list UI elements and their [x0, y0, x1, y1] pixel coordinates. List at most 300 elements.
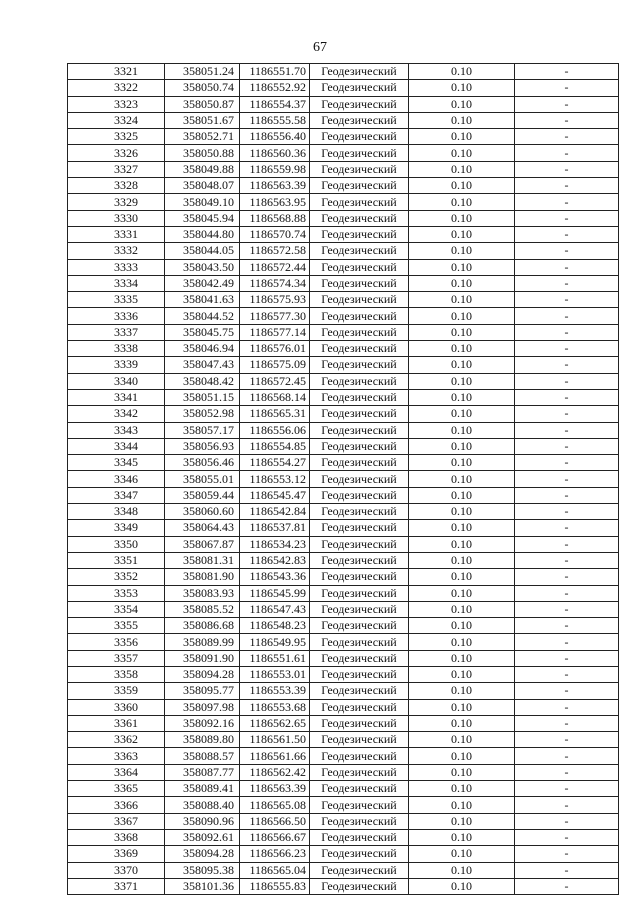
x-coordinate-cell: 358045.75 [165, 324, 240, 340]
method-cell: Геодезический [310, 846, 409, 862]
note-cell: - [515, 715, 619, 731]
point-number-cell: 3345 [68, 455, 165, 471]
table-row [68, 601, 619, 617]
point-number-cell: 3333 [68, 259, 165, 275]
accuracy-cell: 0.10 [409, 194, 515, 210]
note-cell: - [515, 520, 619, 536]
point-number-cell: 3321 [68, 64, 165, 80]
x-coordinate-cell: 358052.71 [165, 129, 240, 145]
x-coordinate-cell: 358059.44 [165, 487, 240, 503]
y-coordinate-cell: 1186549.95 [240, 634, 310, 650]
accuracy-cell: 0.10 [409, 699, 515, 715]
coordinates-table-body [68, 64, 619, 895]
y-coordinate-cell: 1186542.83 [240, 552, 310, 568]
method-cell: Геодезический [310, 178, 409, 194]
accuracy-cell: 0.10 [409, 438, 515, 454]
method-cell: Геодезический [310, 618, 409, 634]
table-row [68, 210, 619, 226]
x-coordinate-cell: 358060.60 [165, 504, 240, 520]
point-number-cell: 3338 [68, 341, 165, 357]
accuracy-cell: 0.10 [409, 748, 515, 764]
method-cell: Геодезический [310, 243, 409, 259]
method-cell: Геодезический [310, 634, 409, 650]
accuracy-cell: 0.10 [409, 389, 515, 405]
note-cell: - [515, 634, 619, 650]
point-number-cell: 3346 [68, 471, 165, 487]
table-row [68, 650, 619, 666]
point-number-cell: 3369 [68, 846, 165, 862]
accuracy-cell: 0.10 [409, 210, 515, 226]
method-cell: Геодезический [310, 438, 409, 454]
x-coordinate-cell: 358095.38 [165, 862, 240, 878]
note-cell: - [515, 666, 619, 682]
note-cell: - [515, 683, 619, 699]
accuracy-cell: 0.10 [409, 357, 515, 373]
note-cell: - [515, 585, 619, 601]
method-cell: Геодезический [310, 732, 409, 748]
y-coordinate-cell: 1186554.37 [240, 96, 310, 112]
table-row [68, 324, 619, 340]
note-cell: - [515, 96, 619, 112]
y-coordinate-cell: 1186568.14 [240, 389, 310, 405]
point-number-cell: 3368 [68, 829, 165, 845]
table-row [68, 64, 619, 80]
method-cell: Геодезический [310, 699, 409, 715]
accuracy-cell: 0.10 [409, 797, 515, 813]
table-row [68, 520, 619, 536]
y-coordinate-cell: 1186553.39 [240, 683, 310, 699]
table-row [68, 112, 619, 128]
x-coordinate-cell: 358045.94 [165, 210, 240, 226]
accuracy-cell: 0.10 [409, 504, 515, 520]
accuracy-cell: 0.10 [409, 308, 515, 324]
method-cell: Геодезический [310, 422, 409, 438]
note-cell: - [515, 438, 619, 454]
accuracy-cell: 0.10 [409, 552, 515, 568]
table-row [68, 194, 619, 210]
accuracy-cell: 0.10 [409, 161, 515, 177]
x-coordinate-cell: 358051.67 [165, 112, 240, 128]
method-cell: Геодезический [310, 520, 409, 536]
method-cell: Геодезический [310, 341, 409, 357]
table-row [68, 732, 619, 748]
y-coordinate-cell: 1186548.23 [240, 618, 310, 634]
y-coordinate-cell: 1186572.45 [240, 373, 310, 389]
table-row [68, 487, 619, 503]
table-row [68, 536, 619, 552]
coordinates-table [67, 63, 619, 895]
point-number-cell: 3327 [68, 161, 165, 177]
y-coordinate-cell: 1186537.81 [240, 520, 310, 536]
y-coordinate-cell: 1186545.99 [240, 585, 310, 601]
x-coordinate-cell: 358050.87 [165, 96, 240, 112]
y-coordinate-cell: 1186543.36 [240, 569, 310, 585]
point-number-cell: 3354 [68, 601, 165, 617]
table-row [68, 846, 619, 862]
note-cell: - [515, 552, 619, 568]
method-cell: Геодезический [310, 650, 409, 666]
x-coordinate-cell: 358094.28 [165, 846, 240, 862]
method-cell: Геодезический [310, 471, 409, 487]
table-row [68, 471, 619, 487]
y-coordinate-cell: 1186563.39 [240, 178, 310, 194]
note-cell: - [515, 308, 619, 324]
note-cell: - [515, 259, 619, 275]
note-cell: - [515, 862, 619, 878]
page-number: 67 [313, 40, 327, 55]
point-number-cell: 3347 [68, 487, 165, 503]
x-coordinate-cell: 358051.15 [165, 389, 240, 405]
method-cell: Геодезический [310, 259, 409, 275]
table-row [68, 389, 619, 405]
note-cell: - [515, 601, 619, 617]
accuracy-cell: 0.10 [409, 846, 515, 862]
note-cell: - [515, 471, 619, 487]
accuracy-cell: 0.10 [409, 715, 515, 731]
y-coordinate-cell: 1186566.67 [240, 829, 310, 845]
y-coordinate-cell: 1186552.92 [240, 80, 310, 96]
point-number-cell: 3352 [68, 569, 165, 585]
table-row [68, 585, 619, 601]
y-coordinate-cell: 1186566.23 [240, 846, 310, 862]
point-number-cell: 3328 [68, 178, 165, 194]
table-row [68, 813, 619, 829]
table-row [68, 715, 619, 731]
table-row [68, 666, 619, 682]
note-cell: - [515, 406, 619, 422]
method-cell: Геодезический [310, 683, 409, 699]
accuracy-cell: 0.10 [409, 618, 515, 634]
table-row [68, 129, 619, 145]
y-coordinate-cell: 1186562.42 [240, 764, 310, 780]
accuracy-cell: 0.10 [409, 80, 515, 96]
y-coordinate-cell: 1186565.31 [240, 406, 310, 422]
accuracy-cell: 0.10 [409, 259, 515, 275]
point-number-cell: 3341 [68, 389, 165, 405]
y-coordinate-cell: 1186565.08 [240, 797, 310, 813]
method-cell: Геодезический [310, 292, 409, 308]
note-cell: - [515, 618, 619, 634]
note-cell: - [515, 732, 619, 748]
point-number-cell: 3361 [68, 715, 165, 731]
method-cell: Геодезический [310, 275, 409, 291]
y-coordinate-cell: 1186556.40 [240, 129, 310, 145]
note-cell: - [515, 161, 619, 177]
method-cell: Геодезический [310, 129, 409, 145]
note-cell: - [515, 846, 619, 862]
table-row [68, 634, 619, 650]
x-coordinate-cell: 358056.93 [165, 438, 240, 454]
method-cell: Геодезический [310, 585, 409, 601]
x-coordinate-cell: 358088.40 [165, 797, 240, 813]
point-number-cell: 3343 [68, 422, 165, 438]
accuracy-cell: 0.10 [409, 650, 515, 666]
method-cell: Геодезический [310, 601, 409, 617]
y-coordinate-cell: 1186568.88 [240, 210, 310, 226]
note-cell: - [515, 178, 619, 194]
x-coordinate-cell: 358041.63 [165, 292, 240, 308]
x-coordinate-cell: 358089.99 [165, 634, 240, 650]
x-coordinate-cell: 358088.57 [165, 748, 240, 764]
method-cell: Геодезический [310, 569, 409, 585]
method-cell: Геодезический [310, 96, 409, 112]
point-number-cell: 3342 [68, 406, 165, 422]
point-number-cell: 3337 [68, 324, 165, 340]
note-cell: - [515, 210, 619, 226]
note-cell: - [515, 829, 619, 845]
table-row [68, 80, 619, 96]
point-number-cell: 3350 [68, 536, 165, 552]
x-coordinate-cell: 358048.07 [165, 178, 240, 194]
x-coordinate-cell: 358055.01 [165, 471, 240, 487]
table-row [68, 341, 619, 357]
x-coordinate-cell: 358094.28 [165, 666, 240, 682]
method-cell: Геодезический [310, 357, 409, 373]
point-number-cell: 3366 [68, 797, 165, 813]
point-number-cell: 3331 [68, 226, 165, 242]
point-number-cell: 3340 [68, 373, 165, 389]
method-cell: Геодезический [310, 112, 409, 128]
x-coordinate-cell: 358095.77 [165, 683, 240, 699]
note-cell: - [515, 878, 619, 894]
note-cell: - [515, 243, 619, 259]
point-number-cell: 3339 [68, 357, 165, 373]
x-coordinate-cell: 358090.96 [165, 813, 240, 829]
x-coordinate-cell: 358087.77 [165, 764, 240, 780]
method-cell: Геодезический [310, 536, 409, 552]
method-cell: Геодезический [310, 715, 409, 731]
note-cell: - [515, 569, 619, 585]
table-row [68, 683, 619, 699]
table-row [68, 292, 619, 308]
note-cell: - [515, 292, 619, 308]
point-number-cell: 3329 [68, 194, 165, 210]
y-coordinate-cell: 1186561.50 [240, 732, 310, 748]
method-cell: Геодезический [310, 406, 409, 422]
method-cell: Геодезический [310, 487, 409, 503]
accuracy-cell: 0.10 [409, 813, 515, 829]
note-cell: - [515, 129, 619, 145]
point-number-cell: 3360 [68, 699, 165, 715]
y-coordinate-cell: 1186554.85 [240, 438, 310, 454]
accuracy-cell: 0.10 [409, 422, 515, 438]
note-cell: - [515, 650, 619, 666]
point-number-cell: 3356 [68, 634, 165, 650]
note-cell: - [515, 80, 619, 96]
method-cell: Геодезический [310, 764, 409, 780]
point-number-cell: 3349 [68, 520, 165, 536]
method-cell: Геодезический [310, 504, 409, 520]
x-coordinate-cell: 358044.52 [165, 308, 240, 324]
point-number-cell: 3348 [68, 504, 165, 520]
x-coordinate-cell: 358067.87 [165, 536, 240, 552]
point-number-cell: 3330 [68, 210, 165, 226]
y-coordinate-cell: 1186554.27 [240, 455, 310, 471]
method-cell: Геодезический [310, 455, 409, 471]
y-coordinate-cell: 1186534.23 [240, 536, 310, 552]
table-row [68, 161, 619, 177]
note-cell: - [515, 536, 619, 552]
point-number-cell: 3357 [68, 650, 165, 666]
point-number-cell: 3335 [68, 292, 165, 308]
table-row [68, 308, 619, 324]
y-coordinate-cell: 1186551.70 [240, 64, 310, 80]
table-row [68, 781, 619, 797]
point-number-cell: 3322 [68, 80, 165, 96]
note-cell: - [515, 422, 619, 438]
note-cell: - [515, 275, 619, 291]
point-number-cell: 3323 [68, 96, 165, 112]
table-row [68, 878, 619, 894]
table-row [68, 455, 619, 471]
x-coordinate-cell: 358092.61 [165, 829, 240, 845]
x-coordinate-cell: 358085.52 [165, 601, 240, 617]
x-coordinate-cell: 358081.90 [165, 569, 240, 585]
x-coordinate-cell: 358089.41 [165, 781, 240, 797]
point-number-cell: 3351 [68, 552, 165, 568]
accuracy-cell: 0.10 [409, 601, 515, 617]
x-coordinate-cell: 358052.98 [165, 406, 240, 422]
accuracy-cell: 0.10 [409, 666, 515, 682]
x-coordinate-cell: 358042.49 [165, 275, 240, 291]
note-cell: - [515, 781, 619, 797]
accuracy-cell: 0.10 [409, 341, 515, 357]
y-coordinate-cell: 1186555.83 [240, 878, 310, 894]
point-number-cell: 3363 [68, 748, 165, 764]
y-coordinate-cell: 1186563.95 [240, 194, 310, 210]
point-number-cell: 3364 [68, 764, 165, 780]
table-row [68, 226, 619, 242]
note-cell: - [515, 748, 619, 764]
method-cell: Геодезический [310, 145, 409, 161]
note-cell: - [515, 357, 619, 373]
method-cell: Геодезический [310, 210, 409, 226]
method-cell: Геодезический [310, 194, 409, 210]
point-number-cell: 3344 [68, 438, 165, 454]
y-coordinate-cell: 1186576.01 [240, 341, 310, 357]
point-number-cell: 3367 [68, 813, 165, 829]
accuracy-cell: 0.10 [409, 569, 515, 585]
accuracy-cell: 0.10 [409, 275, 515, 291]
method-cell: Геодезический [310, 829, 409, 845]
x-coordinate-cell: 358044.80 [165, 226, 240, 242]
table-row [68, 243, 619, 259]
table-row [68, 552, 619, 568]
note-cell: - [515, 699, 619, 715]
method-cell: Геодезический [310, 389, 409, 405]
accuracy-cell: 0.10 [409, 455, 515, 471]
point-number-cell: 3355 [68, 618, 165, 634]
table-row [68, 178, 619, 194]
method-cell: Геодезический [310, 552, 409, 568]
accuracy-cell: 0.10 [409, 129, 515, 145]
y-coordinate-cell: 1186556.06 [240, 422, 310, 438]
x-coordinate-cell: 358048.42 [165, 373, 240, 389]
accuracy-cell: 0.10 [409, 243, 515, 259]
method-cell: Геодезический [310, 373, 409, 389]
x-coordinate-cell: 358097.98 [165, 699, 240, 715]
y-coordinate-cell: 1186560.36 [240, 145, 310, 161]
x-coordinate-cell: 358049.88 [165, 161, 240, 177]
table-row [68, 699, 619, 715]
method-cell: Геодезический [310, 797, 409, 813]
accuracy-cell: 0.10 [409, 178, 515, 194]
y-coordinate-cell: 1186553.01 [240, 666, 310, 682]
point-number-cell: 3332 [68, 243, 165, 259]
y-coordinate-cell: 1186561.66 [240, 748, 310, 764]
x-coordinate-cell: 358101.36 [165, 878, 240, 894]
note-cell: - [515, 112, 619, 128]
note-cell: - [515, 764, 619, 780]
table-row [68, 259, 619, 275]
accuracy-cell: 0.10 [409, 112, 515, 128]
x-coordinate-cell: 358057.17 [165, 422, 240, 438]
table-row [68, 504, 619, 520]
method-cell: Геодезический [310, 64, 409, 80]
y-coordinate-cell: 1186542.84 [240, 504, 310, 520]
note-cell: - [515, 389, 619, 405]
table-row [68, 96, 619, 112]
table-row [68, 438, 619, 454]
x-coordinate-cell: 358043.50 [165, 259, 240, 275]
x-coordinate-cell: 358056.46 [165, 455, 240, 471]
method-cell: Геодезический [310, 80, 409, 96]
note-cell: - [515, 324, 619, 340]
table-row [68, 275, 619, 291]
note-cell: - [515, 64, 619, 80]
method-cell: Геодезический [310, 226, 409, 242]
x-coordinate-cell: 358046.94 [165, 341, 240, 357]
point-number-cell: 3353 [68, 585, 165, 601]
y-coordinate-cell: 1186566.50 [240, 813, 310, 829]
x-coordinate-cell: 358050.74 [165, 80, 240, 96]
table-row [68, 829, 619, 845]
accuracy-cell: 0.10 [409, 862, 515, 878]
x-coordinate-cell: 358091.90 [165, 650, 240, 666]
point-number-cell: 3326 [68, 145, 165, 161]
note-cell: - [515, 194, 619, 210]
table-row [68, 145, 619, 161]
note-cell: - [515, 504, 619, 520]
point-number-cell: 3362 [68, 732, 165, 748]
accuracy-cell: 0.10 [409, 487, 515, 503]
x-coordinate-cell: 358064.43 [165, 520, 240, 536]
table-row [68, 748, 619, 764]
table-row [68, 618, 619, 634]
accuracy-cell: 0.10 [409, 292, 515, 308]
y-coordinate-cell: 1186565.04 [240, 862, 310, 878]
method-cell: Геодезический [310, 878, 409, 894]
accuracy-cell: 0.10 [409, 226, 515, 242]
point-number-cell: 3370 [68, 862, 165, 878]
x-coordinate-cell: 358081.31 [165, 552, 240, 568]
accuracy-cell: 0.10 [409, 634, 515, 650]
accuracy-cell: 0.10 [409, 373, 515, 389]
accuracy-cell: 0.10 [409, 520, 515, 536]
y-coordinate-cell: 1186562.65 [240, 715, 310, 731]
y-coordinate-cell: 1186563.39 [240, 781, 310, 797]
y-coordinate-cell: 1186553.68 [240, 699, 310, 715]
y-coordinate-cell: 1186572.58 [240, 243, 310, 259]
accuracy-cell: 0.10 [409, 145, 515, 161]
y-coordinate-cell: 1186559.98 [240, 161, 310, 177]
x-coordinate-cell: 358089.80 [165, 732, 240, 748]
y-coordinate-cell: 1186575.09 [240, 357, 310, 373]
note-cell: - [515, 145, 619, 161]
accuracy-cell: 0.10 [409, 536, 515, 552]
point-number-cell: 3334 [68, 275, 165, 291]
accuracy-cell: 0.10 [409, 764, 515, 780]
